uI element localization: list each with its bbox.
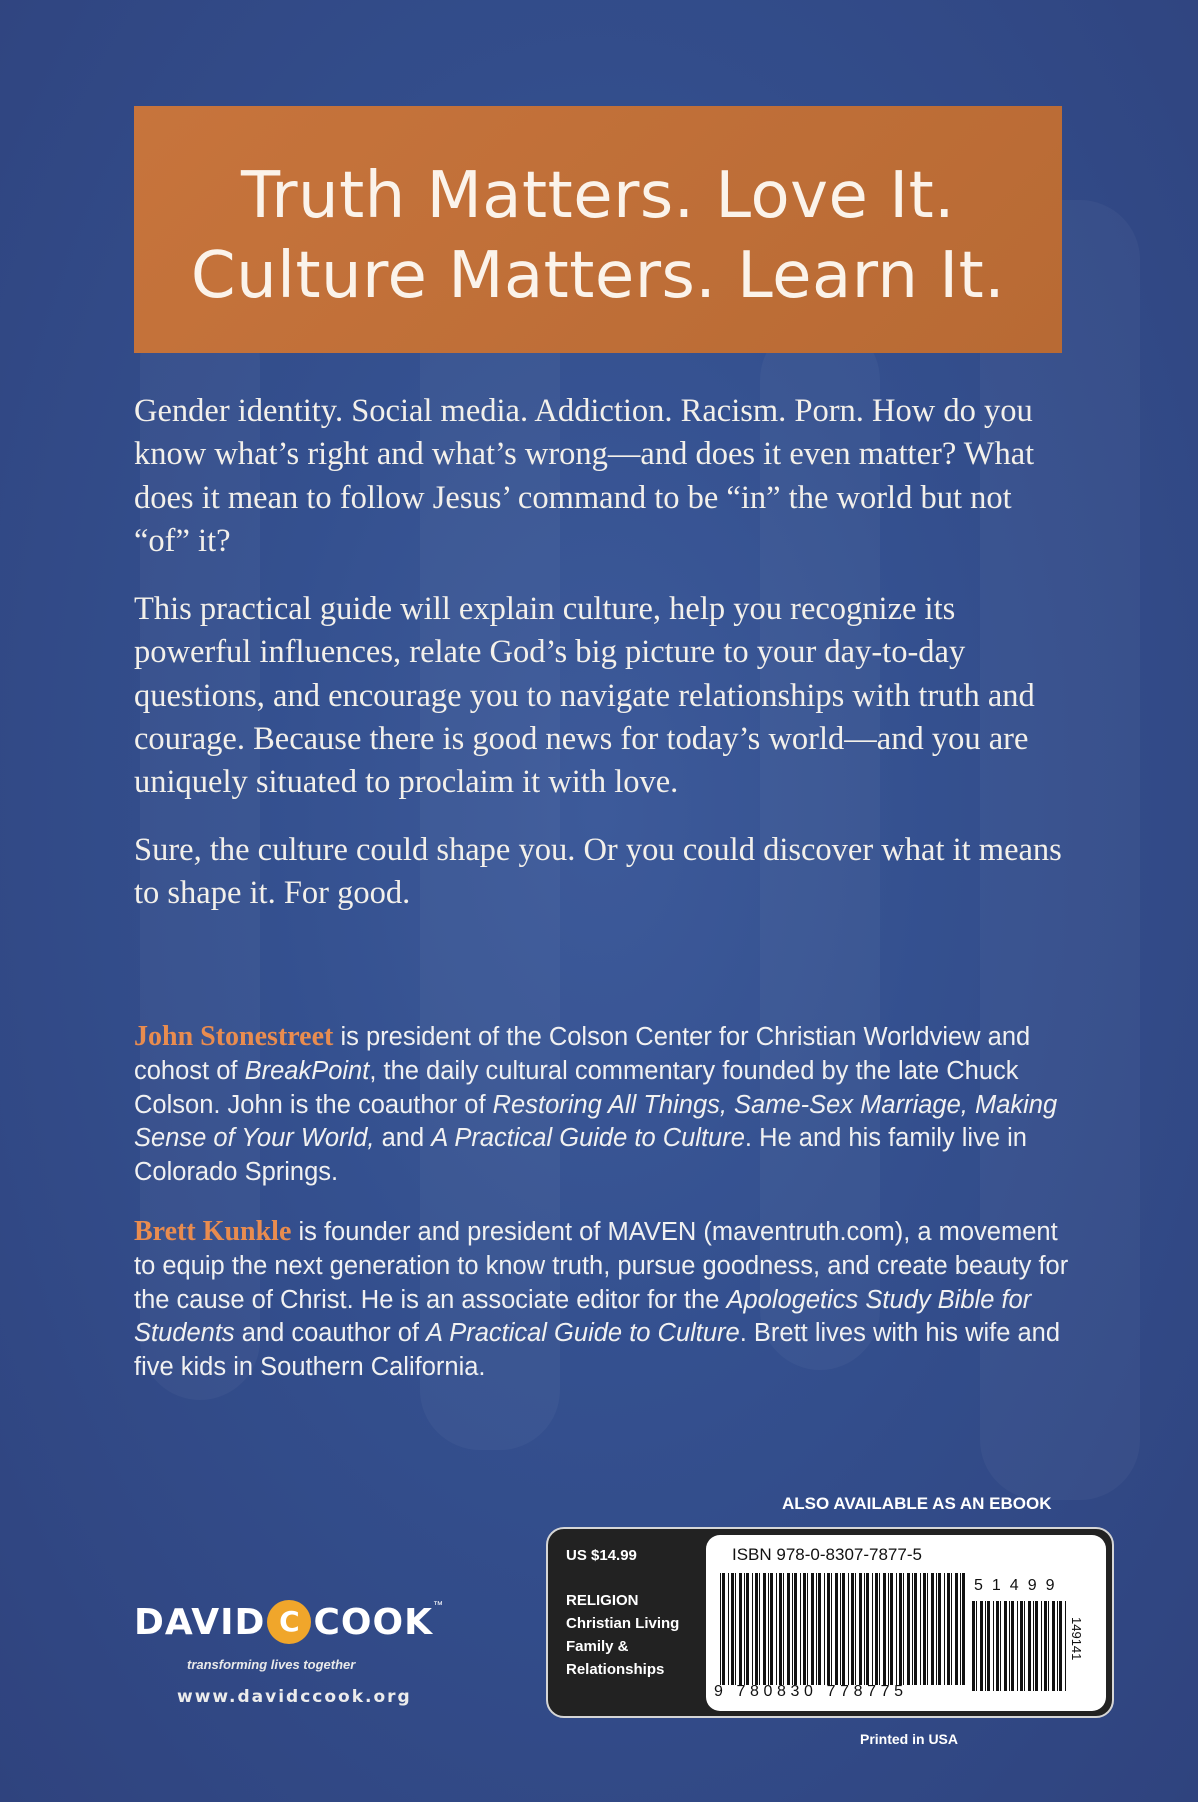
barcode-bar bbox=[955, 1573, 958, 1685]
barcode-bar bbox=[993, 1601, 994, 1691]
barcode-bar bbox=[944, 1573, 945, 1685]
logo-c-icon: C bbox=[267, 1600, 311, 1644]
barcode-bar bbox=[936, 1573, 937, 1685]
barcode-bar bbox=[816, 1573, 817, 1685]
barcode-bar bbox=[1048, 1601, 1049, 1691]
barcode-bar bbox=[866, 1573, 869, 1685]
barcode-bar bbox=[985, 1601, 986, 1691]
category-list bbox=[566, 1589, 679, 1681]
barcode-bar bbox=[744, 1573, 745, 1685]
barcode-bar bbox=[980, 1601, 983, 1691]
printed-in: Printed in USA bbox=[860, 1731, 959, 1747]
barcode-bar bbox=[972, 1601, 975, 1691]
barcode-bar bbox=[1004, 1601, 1007, 1691]
barcode-icon bbox=[720, 1573, 968, 1685]
barcode-bar bbox=[1065, 1601, 1066, 1691]
barcode-bar bbox=[783, 1573, 784, 1685]
barcode-bar bbox=[722, 1573, 725, 1685]
barcode-bar bbox=[855, 1573, 856, 1685]
barcode-bar bbox=[763, 1573, 766, 1685]
barcode-bar bbox=[1024, 1601, 1025, 1691]
barcode-bar bbox=[920, 1573, 921, 1685]
barcode-bar bbox=[746, 1573, 749, 1685]
barcode-bar bbox=[794, 1573, 797, 1685]
barcode-bar bbox=[888, 1573, 889, 1685]
bio-text: . Brett lives with his wife and five kids in Southern California. bbox=[134, 1319, 1061, 1382]
barcode-bar bbox=[759, 1573, 760, 1685]
barcode-bar bbox=[1000, 1601, 1001, 1691]
author-bio-john-stonestreet bbox=[134, 1020, 1074, 1190]
barcode-bar bbox=[912, 1573, 913, 1685]
barcode-bar bbox=[807, 1573, 808, 1685]
barcode-bar bbox=[787, 1573, 790, 1685]
barcode-bar bbox=[840, 1573, 841, 1685]
barcode-bar bbox=[800, 1573, 801, 1685]
blurb-paragraph-3: Sure, the culture could shape you. Or you could discover what it means to shape it. For good. bbox=[134, 832, 1062, 912]
price-addon-digits: 51499 bbox=[974, 1577, 1064, 1594]
barcode-bar bbox=[824, 1573, 825, 1685]
barcode-bar bbox=[842, 1573, 845, 1685]
category-item: Relationships bbox=[566, 1661, 665, 1678]
barcode-bar bbox=[907, 1573, 910, 1685]
barcode-bar bbox=[1020, 1601, 1023, 1691]
barcode-bar bbox=[803, 1573, 806, 1685]
addon-barcode-icon bbox=[972, 1601, 1068, 1691]
barcode-bar bbox=[755, 1573, 758, 1685]
barcode-bar bbox=[831, 1573, 832, 1685]
publisher-tagline: transforming lives together bbox=[187, 1657, 356, 1672]
barcode-bar bbox=[835, 1573, 838, 1685]
barcode-bar bbox=[827, 1573, 830, 1685]
barcode-bar bbox=[1059, 1601, 1062, 1691]
barcode-panel bbox=[706, 1535, 1106, 1711]
isbn-number: ISBN 978-0-8307-7877-5 bbox=[732, 1545, 922, 1564]
barcode-bar bbox=[1009, 1601, 1010, 1691]
category-item: Family & bbox=[566, 1638, 629, 1655]
bio-title: BreakPoint bbox=[244, 1056, 370, 1085]
barcode-bar bbox=[720, 1573, 721, 1685]
blurb-paragraph-1: Gender identity. Social media. Addiction. Racism. Porn. How do you know what’s right and what’s wrong—and does it even matter? What does it mean to follow Jesus’ command to be “in” the world but not “of” it? bbox=[134, 393, 1035, 559]
barcode-bar bbox=[864, 1573, 865, 1685]
barcode-bar bbox=[811, 1573, 814, 1685]
barcode-bar bbox=[914, 1573, 917, 1685]
barcode-bar bbox=[1052, 1601, 1055, 1691]
barcode-bar bbox=[872, 1573, 873, 1685]
logo-word-left: DAVID bbox=[134, 1601, 266, 1643]
barcode-bar bbox=[731, 1573, 734, 1685]
barcode-bar bbox=[903, 1573, 904, 1685]
barcode-bar bbox=[851, 1573, 854, 1685]
author-name: Brett Kunkle bbox=[134, 1216, 292, 1247]
barcode-bar bbox=[1017, 1601, 1018, 1691]
barcode-bar bbox=[927, 1573, 928, 1685]
category-item: RELIGION bbox=[566, 1592, 639, 1609]
barcode-bar bbox=[996, 1601, 999, 1691]
barcode-bar bbox=[1011, 1601, 1014, 1691]
author-bio-brett-kunkle bbox=[134, 1215, 1074, 1385]
price-label: US $14.99 bbox=[566, 1547, 637, 1564]
bio-text: is founder and president of MAVEN (maventruth.com), a movement to equip the next generation to know truth, pursue goodness, and create beauty for the cause of Christ. He is an associate editor for the bbox=[134, 1218, 1069, 1314]
publisher-website: www.davidccook.org bbox=[177, 1687, 412, 1707]
ebook-notice: ALSO AVAILABLE AS AN EBOOK bbox=[782, 1494, 1052, 1513]
bio-title: A Practical Guide to Culture bbox=[431, 1124, 745, 1153]
barcode-bar bbox=[1044, 1601, 1047, 1691]
barcode-bar bbox=[1028, 1601, 1031, 1691]
barcode-bar bbox=[739, 1573, 742, 1685]
barcode-bar bbox=[1033, 1601, 1034, 1691]
barcode-bar bbox=[931, 1573, 934, 1685]
barcode-bar bbox=[1041, 1601, 1042, 1691]
barcode-bar bbox=[848, 1573, 849, 1685]
bio-title: A Practical Guide to Culture bbox=[426, 1319, 740, 1348]
barcode-bar bbox=[1035, 1601, 1038, 1691]
bio-text: and bbox=[374, 1124, 432, 1153]
barcode-bar bbox=[883, 1573, 886, 1685]
barcode-bar bbox=[768, 1573, 769, 1685]
logo-word-right: COOK bbox=[313, 1601, 433, 1643]
ean-digits: 9 780830 778775 bbox=[714, 1683, 908, 1700]
barcode-bar bbox=[728, 1573, 729, 1685]
bio-text: , the daily cultural commentary founded by the late Chuck Colson. John is the coauthor of bbox=[134, 1056, 1019, 1119]
barcode-bar bbox=[1057, 1601, 1058, 1691]
bio-text: is president of the Colson Center for Christian Worldview and cohost of bbox=[134, 1023, 1031, 1085]
barcode-bar bbox=[938, 1573, 941, 1685]
barcode-bar bbox=[776, 1573, 777, 1685]
barcode-bar bbox=[987, 1601, 990, 1691]
barcode-bar bbox=[735, 1573, 736, 1685]
bio-title: Restoring All Things, Same-Sex Marriage, Making Sense of Your World, bbox=[134, 1090, 1058, 1153]
author-name: John Stonestreet bbox=[134, 1021, 334, 1052]
barcode-bar bbox=[896, 1573, 897, 1685]
bio-text: . He and his family live in Colorado Springs. bbox=[134, 1124, 1027, 1187]
barcode-bar bbox=[818, 1573, 821, 1685]
barcode-bar bbox=[875, 1573, 878, 1685]
isbn-barcode-box bbox=[546, 1527, 1114, 1718]
barcode-bar bbox=[951, 1573, 952, 1685]
trademark-symbol: ™ bbox=[432, 1600, 443, 1611]
barcode-bar bbox=[976, 1601, 977, 1691]
barcode-bar bbox=[899, 1573, 902, 1685]
bio-text: and coauthor of bbox=[234, 1319, 427, 1348]
publisher-logo bbox=[134, 1600, 454, 1644]
barcode-bar bbox=[770, 1573, 773, 1685]
bio-title: Apologetics Study Bible for Students bbox=[134, 1285, 1032, 1348]
barcode-bar bbox=[779, 1573, 782, 1685]
barcode-bar bbox=[923, 1573, 926, 1685]
barcode-bar bbox=[960, 1573, 961, 1685]
barcode-bar bbox=[947, 1573, 950, 1685]
blurb-paragraph-2: This practical guide will explain culture, help you recognize its powerful influences, relate God’s big picture to your day-to-day questions, and encourage you to navigate relationships with truth and courage. Because there is good news for today’s world—and you are uniquely situated to proclaim it with love. bbox=[134, 591, 1035, 801]
side-code: 149141 bbox=[1069, 1617, 1084, 1661]
barcode-bar bbox=[962, 1573, 965, 1685]
barcode-bar bbox=[859, 1573, 862, 1685]
headline-banner bbox=[134, 106, 1062, 353]
barcode-bar bbox=[890, 1573, 893, 1685]
barcode-bar bbox=[752, 1573, 753, 1685]
headline-line-1: Truth Matters. Love It. bbox=[241, 159, 955, 233]
category-item: Christian Living bbox=[566, 1615, 680, 1632]
barcode-bar bbox=[792, 1573, 793, 1685]
headline-line-2: Culture Matters. Learn It. bbox=[190, 239, 1006, 313]
barcode-bar bbox=[879, 1573, 880, 1685]
